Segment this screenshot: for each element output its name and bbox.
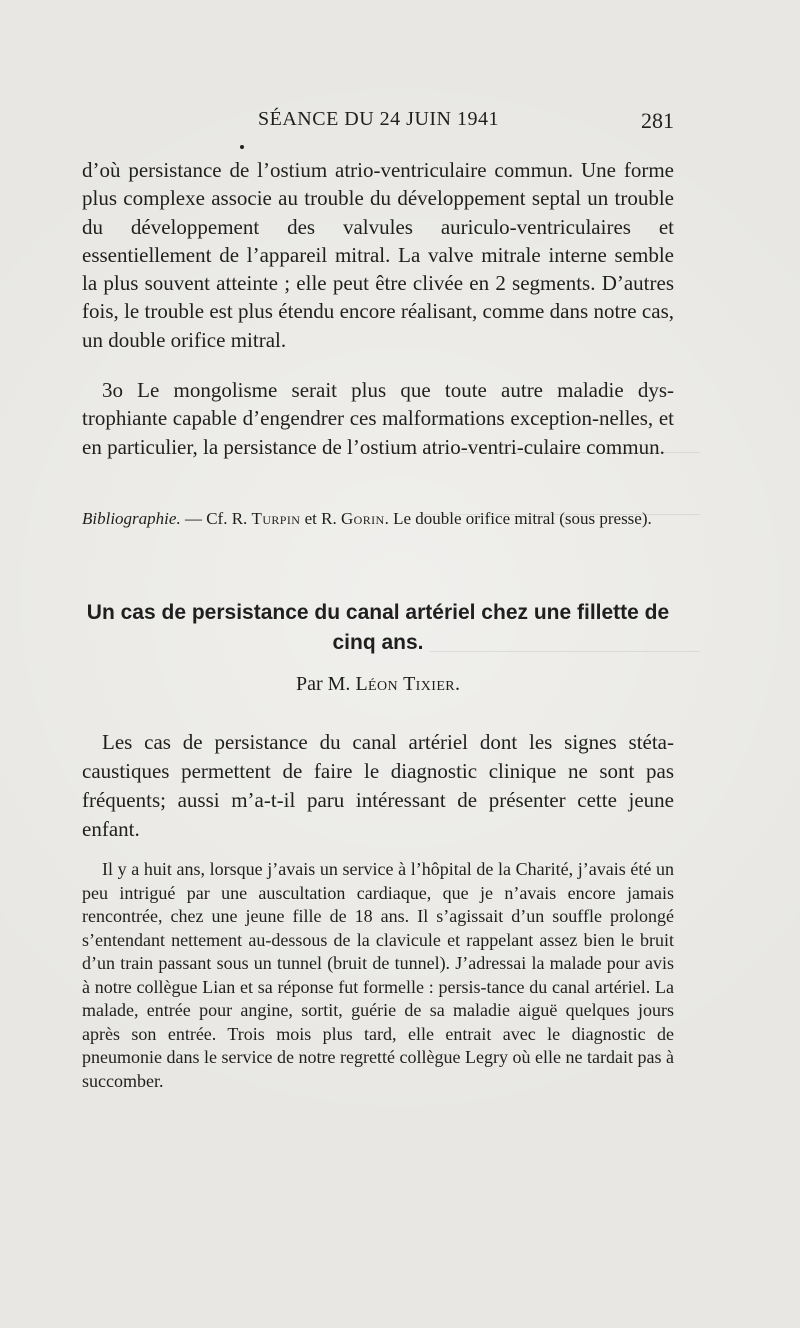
- case-history-paragraph: Il y a huit ans, lorsque j’avais un service à l’hôpital de la Charité, j’avais été un peu intrigué par une auscultation cardiaque, que je n’avais encore jamais rencontrée, chez une jeune fille de 18 ans. Il s’agissait d’un souffle prolongé s’entendant nettement au-dessous de la clavicule et rappelant assez bien le bruit d’un train passant sous un tunnel (bruit de tunnel). J’adressai la malade pour avis à notre collègue Lian et sa réponse fut formelle : persis-tance du canal artériel. La malade, entrée pour angine, sortit, guérie de sa maladie aiguë quelques jours après son entrée. Trois mois plus tard, elle entrait avec le diagnostic de pneumonie dans le service de notre regretté collègue Legry où elle ne tardait pas à succomber.: [82, 859, 674, 1091]
- bibliography-label: Bibliographie.: [82, 509, 181, 528]
- author-suffix: .: [455, 673, 461, 695]
- show-through-line: [430, 651, 700, 652]
- bibliography-author-2: Gorin: [340, 509, 385, 528]
- show-through-line: [450, 452, 700, 453]
- show-through-line: [420, 514, 700, 515]
- bibliography-citation-intro: — Cf. R.: [180, 509, 252, 528]
- continued-paragraph: d’où persistance de l’ostium atrio-ventriculaire commun. Une forme plus complexe associe au trouble du développement septal un trouble du développement des valvules auriculo-ventriculaires et essentiellement de l’appareil mitral. La valve mitrale interne semble la plus souvent atteinte ; elle peut être clivée en 2 segments. D’autres fois, le trouble est plus étendu encore réalisant, comme dans notre cas, un double orifice mitral.: [82, 158, 674, 352]
- print-dot-mark: [240, 145, 244, 149]
- article-title: Un cas de persistance du canal artériel chez une fillette de cinq ans.: [86, 601, 670, 654]
- introductory-paragraph: Les cas de persistance du canal artériel dont les signes stéta-caustiques permettent de faire le diagnostic clinique ne sont pas fréquents; aussi m’a-t-il paru intéressant de présenter cette jeune enfant.: [82, 730, 674, 841]
- running-header: [82, 108, 674, 142]
- bibliography-author-1: Turpin: [251, 509, 301, 528]
- author-prefix: Par M.: [295, 673, 356, 695]
- numbered-conclusion-3: 3o Le mongolisme serait plus que toute autre maladie dys-trophiante capable d’engendrer ces malformations exception-nelles, et en particulier, la persistance de l’ostium atrio-ventri-culaire commun.: [82, 378, 674, 459]
- article-author: [82, 673, 674, 696]
- bibliography-note: [82, 508, 674, 530]
- bibliography-conjunction: et R.: [300, 509, 341, 528]
- page-number: 281: [641, 108, 674, 133]
- running-title: SÉANCE DU 24 JUIN 1941: [258, 108, 499, 130]
- bibliography-title: . Le double orifice mitral (sous presse).: [384, 509, 652, 528]
- author-name: Léon Tixier: [355, 673, 456, 695]
